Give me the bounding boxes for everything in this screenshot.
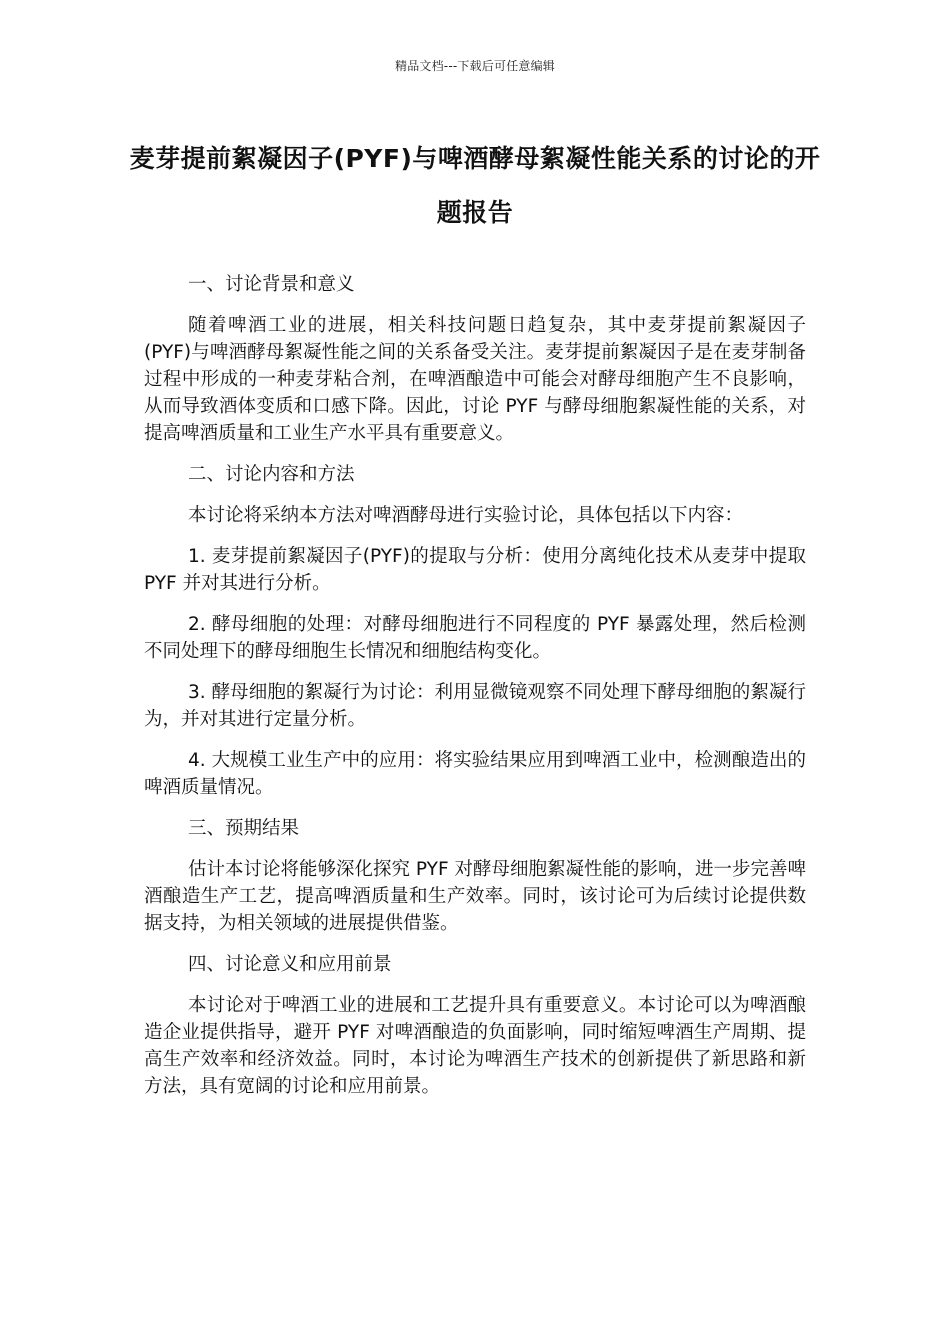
header-note: 精品文档---下载后可任意编辑 [395, 59, 555, 73]
paragraph-expected-results: 估计本讨论将能够深化探究 PYF 对酵母细胞絮凝性能的影响，进一步完善啤酒酿造生产工艺，提高啤酒质量和生产效率。同时，该讨论可为后续讨论提供数据支持，为相关领域的进展提供借鉴。 [144, 859, 806, 934]
section-heading-significance: 四、讨论意义和应用前景 [188, 954, 392, 975]
list-item-yeast-treatment: 2. 酵母细胞的处理：对酵母细胞进行不同程度的 PYF 暴露处理，然后检测不同处理下的酵母细胞生长情况和细胞结构变化。 [144, 614, 806, 662]
section-heading-background: 一、讨论背景和意义 [188, 274, 355, 295]
list-item-pyf-extraction: 1. 麦芽提前絮凝因子(PYF)的提取与分析：使用分离纯化技术从麦芽中提取 PYF 并对其进行分析。 [144, 546, 806, 594]
document-body [144, 271, 806, 1114]
paragraph-significance: 本讨论对于啤酒工业的进展和工艺提升具有重要意义。本讨论可以为啤酒酿造企业提供指导，避开 PYF 对啤酒酿造的负面影响，同时缩短啤酒生产周期、提高生产效率和经济效益。同时，本讨论为啤酒生产技术的创新提供了新思路和新方法，具有宽阔的讨论和应用前景。 [144, 995, 806, 1097]
list-item-flocculation-behavior: 3. 酵母细胞的絮凝行为讨论：利用显微镜观察不同处理下酵母细胞的絮凝行为，并对其进行定量分析。 [144, 682, 806, 730]
document-title: 麦芽提前絮凝因子(PYF)与啤酒酵母絮凝性能关系的讨论的开题报告 [129, 144, 821, 227]
section-heading-content-methods: 二、讨论内容和方法 [188, 464, 355, 485]
list-item-industrial-application: 4. 大规模工业生产中的应用：将实验结果应用到啤酒工业中，检测酿造出的啤酒质量情况。 [144, 750, 806, 798]
paragraph-background: 随着啤酒工业的进展，相关科技问题日趋复杂，其中麦芽提前絮凝因子(PYF)与啤酒酵母絮凝性能之间的关系备受关注。麦芽提前絮凝因子是在麦芽制备过程中形成的一种麦芽粘合剂，在啤酒酿造中可能会对酵母细胞产生不良影响，从而导致酒体变质和口感下降。因此，讨论 PYF 与酵母细胞絮凝性能的关系，对提高啤酒质量和工业生产水平具有重要意义。 [144, 315, 806, 444]
section-heading-expected-results: 三、预期结果 [188, 818, 300, 839]
paragraph-methods-intro: 本讨论将采纳本方法对啤酒酵母进行实验讨论，具体包括以下内容： [188, 505, 744, 526]
